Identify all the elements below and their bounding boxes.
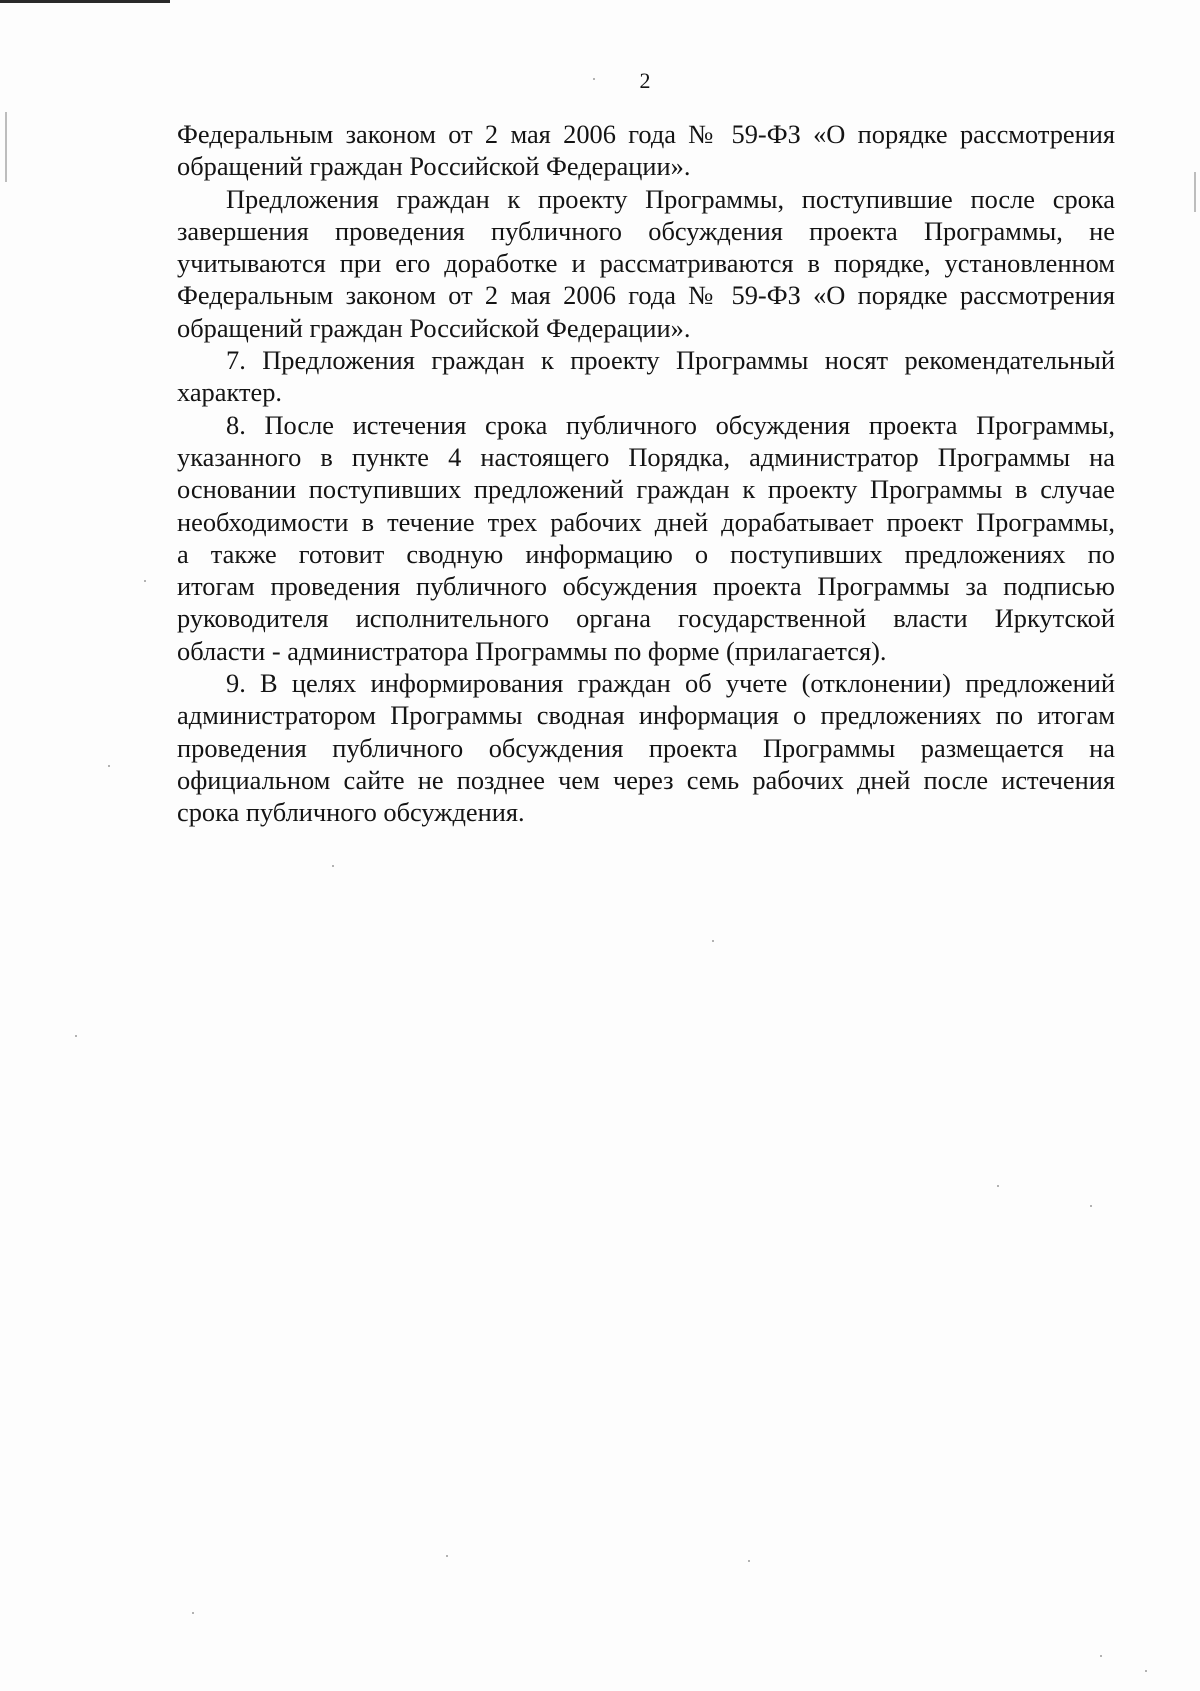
scan-speck bbox=[748, 1560, 750, 1562]
text-line: администратором Программы сводная информация о предложениях по итогам bbox=[177, 700, 1115, 731]
text-line: завершения проведения публичного обсуждения проекта Программы, не bbox=[177, 215, 1115, 246]
paragraph bbox=[177, 344, 1115, 409]
text-line: учитываются при его доработке и рассматриваются в порядке, установленном bbox=[177, 248, 1115, 279]
text-line: 7. Предложения граждан к проекту Программы носят рекомендательный bbox=[226, 345, 1115, 376]
text-line: 8. После истечения срока публичного обсуждения проекта Программы, bbox=[226, 409, 1115, 440]
scan-speck bbox=[108, 765, 110, 767]
scan-speck bbox=[446, 1555, 448, 1557]
paragraph bbox=[177, 409, 1115, 667]
scan-speck bbox=[997, 1185, 999, 1187]
scan-speck bbox=[144, 580, 146, 582]
text-line: итогам проведения публичного обсуждения проекта Программы за подписью bbox=[177, 571, 1115, 602]
text-line: Предложения граждан к проекту Программы, поступившие после срока bbox=[226, 183, 1115, 214]
text-line: обращений граждан Российской Федерации». bbox=[177, 151, 691, 182]
scan-artifact-right bbox=[1194, 172, 1196, 212]
paragraph bbox=[177, 118, 1115, 183]
scan-artifact-top bbox=[0, 0, 170, 3]
scan-speck bbox=[1090, 1205, 1092, 1207]
document-body bbox=[177, 118, 1115, 829]
paragraph bbox=[177, 667, 1115, 828]
scan-artifact-left bbox=[5, 112, 7, 182]
text-line: руководителя исполнительного органа государственной власти Иркутской bbox=[177, 603, 1115, 634]
page-number: 2 bbox=[639, 68, 651, 93]
scan-speck bbox=[1145, 1670, 1147, 1672]
text-line: срока публичного обсуждения. bbox=[177, 797, 525, 828]
scan-speck bbox=[712, 940, 714, 942]
text-line: проведения публичного обсуждения проекта Программы размещается на bbox=[177, 732, 1115, 763]
text-line: необходимости в течение трех рабочих дней дорабатывает проект Программы, bbox=[177, 506, 1115, 537]
text-line: официальном сайте не позднее чем через семь рабочих дней после истечения bbox=[177, 764, 1115, 795]
text-line: области - администратора Программы по форме (прилагается). bbox=[177, 635, 887, 666]
scan-speck bbox=[1100, 1655, 1102, 1657]
text-line: обращений граждан Российской Федерации». bbox=[177, 312, 691, 343]
scan-speck bbox=[75, 1035, 77, 1037]
text-line: а также готовит сводную информацию о поступивших предложениях по bbox=[177, 538, 1115, 569]
text-line: Федеральным законом от 2 мая 2006 года № 59-ФЗ «О порядке рассмотрения bbox=[177, 119, 1115, 149]
paragraph bbox=[177, 183, 1115, 344]
text-line: 9. В целях информирования граждан об учете (отклонении) предложений bbox=[226, 668, 1115, 699]
scan-speck bbox=[332, 865, 334, 867]
text-line: основании поступивших предложений граждан к проекту Программы в случае bbox=[177, 474, 1115, 505]
text-line: указанного в пункте 4 настоящего Порядка, администратор Программы на bbox=[177, 441, 1115, 472]
text-line: характер. bbox=[177, 377, 282, 408]
text-line: Федеральным законом от 2 мая 2006 года № 59-ФЗ «О порядке рассмотрения bbox=[177, 280, 1115, 311]
scan-speck bbox=[192, 1612, 194, 1614]
